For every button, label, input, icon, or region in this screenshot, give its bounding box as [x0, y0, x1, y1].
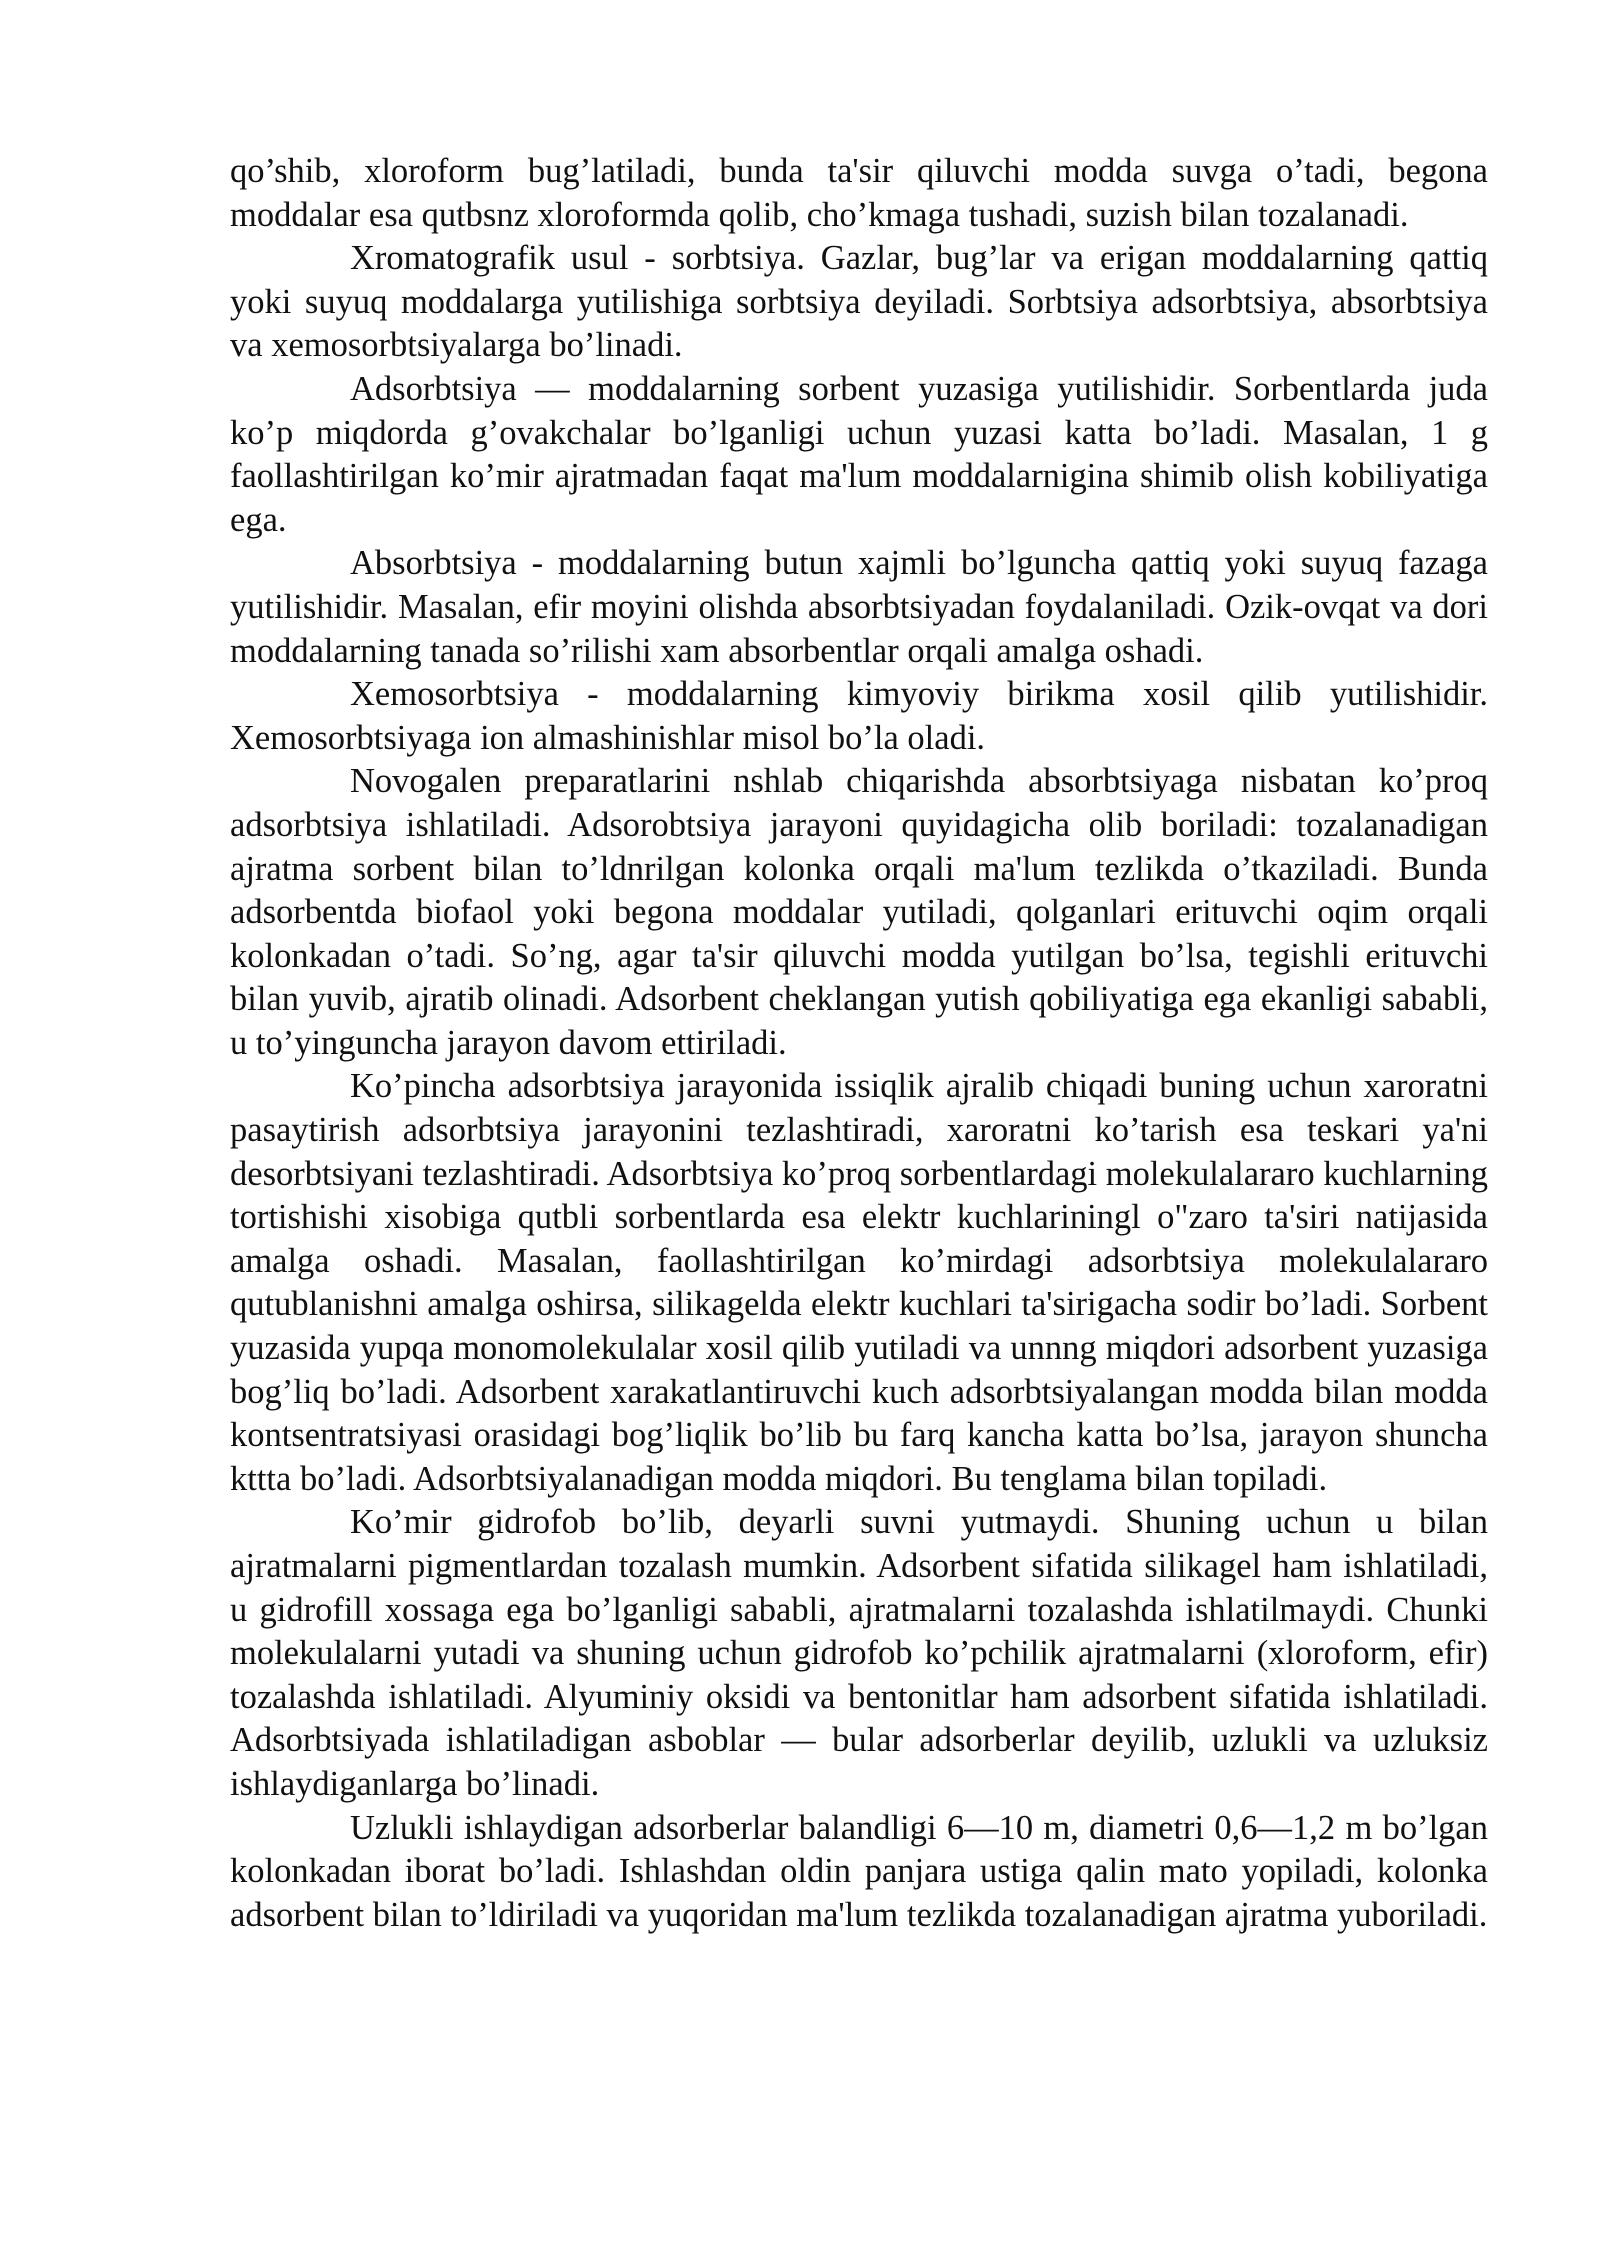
paragraph-5: Xemosorbtsiya - moddalarning kimyoviy birikma xosil qilib yutilishidir. Xemosorbtsiyaga ion almashinishlar misol bo’la oladi.	[230, 675, 1488, 757]
paragraph-6: Novogalen preparatlarini nshlab chiqarishda absorbtsiyaga nisbatan ko’proq adsorbtsiya ishlatiladi. Adsorobtsiya jarayoni quyidagicha olib boriladi: tozalanadigan ajratma sorbent bilan to’ldnrilgan kolonka orqali ma'lum tezlikda o’tkaziladi. Bunda adsorbentda biofaol yoki begona moddalar yutiladi, qolganlari erituvchi oqim orqali kolonkadan o’tadi. So’ng, agar ta'sir qiluvchi modda yutilgan bo’lsa, tegishli erituvchi bilan yuvib, ajratib olinadi. Adsorbent cheklangan yutish qobiliyatiga ega ekanligi sababli, u to’yinguncha jarayon davom ettiriladi.	[230, 762, 1488, 1062]
paragraph-7: Ko’pincha adsorbtsiya jarayonida issiqlik ajralib chiqadi buning uchun xaroratni pasaytirish adsorbtsiya jarayonini tezlashtiradi, xaroratni ko’tarish esa teskari ya'ni desorbtsiyani tezlashtiradi. Adsorbtsiya ko’proq sorbentlardagi molekulalararo kuchlarning tortishishi xisobiga qutbli sorbentlarda esa elektr kuchlariningl o"zaro ta'siri natijasida amalga oshadi. Masalan, faollashtirilgan ko’mirdagi adsorbtsiya molekulalararo qutublanishni amalga oshirsa, silikagelda elektr kuchlari ta'sirigacha sodir bo’ladi. Sorbent yuzasida yupqa monomolekulalar xosil qilib yutiladi va unnng miqdori adsorbent yuzasiga bog’liq bo’ladi. Adsorbent xarakatlantiruvchi kuch adsorbtsiyalangan modda bilan modda kontsentratsiyasi orasidagi bog’liqlik bo’lib bu farq kancha katta bo’lsa, jarayon shuncha kttta bo’ladi. Adsorbtsiyalanadigan modda miqdori. Bu tenglama bilan topiladi.	[230, 1067, 1488, 1498]
paragraph-2: Xromatografik usul - sorbtsiya. Gazlar, bug’lar va erigan moddalarning qattiq yoki suyuq moddalarga yutilishiga sorbtsiya deyiladi. Sorbtsiya adsorbtsiya, absorbtsiya va xemosorbtsiyalarga bo’linadi.	[230, 239, 1488, 365]
paragraph-8: Ko’mir gidrofob bo’lib, deyarli suvni yutmaydi. Shuning uchun u bilan ajratmalarni pigmentlardan tozalash mumkin. Adsorbent sifatida silikagel ham ishlatiladi, u gidrofill xossaga ega bo’lganligi sababli, ajratmalarni tozalashda ishlatilmaydi. Chunki molekulalarni yutadi va shuning uchun gidrofob ko’pchilik ajratmalarni (xloroform, efir) tozalashda ishlatiladi. Alyuminiy oksidi va bentonitlar ham adsorbent sifatida ishlatiladi. Adsorbtsiyada ishlatiladigan asboblar — bular adsorberlar deyilib, uzlukli va uzluksiz ishlaydiganlarga bo’linadi.	[230, 1503, 1488, 1803]
paragraph-4: Absorbtsiya - moddalarning butun xajmli bo’lguncha qattiq yoki suyuq fazaga yutilishidir. Masalan, efir moyini olishda absorbtsiyadan foydalaniladi. Ozik-ovqat va dori moddalarning tanada so’rilishi xam absorbentlar orqali amalga oshadi.	[230, 544, 1488, 670]
paragraph-3: Adsorbtsiya — moddalarning sorbent yuzasiga yutilishidir. Sorbentlarda juda ko’p miqdorda g’ovakchalar bo’lganligi uchun yuzasi katta bo’ladi. Masalan, 1 g faollashtirilgan ko’mir ajratmadan faqat ma'lum moddalarnigina shimib olish kobiliyatiga ega.	[230, 369, 1488, 539]
body-text	[230, 150, 1488, 1937]
paragraph-9: Uzlukli ishlaydigan adsorberlar balandligi 6—10 m, diametri 0,6—1,2 m bo’lgan kolonkadan iborat bo’ladi. Ishlashdan oldin panjara ustiga qalin mato yopiladi, kolonka adsorbent bilan to’ldiriladi va yuqoridan ma'lum tezlikda tozalanadigan ajratma yuboriladi.	[230, 1808, 1488, 1934]
paragraph-1: qo’shib, xloroform bug’latiladi, bunda ta'sir qiluvchi modda suvga o’tadi, begona moddalar esa qutbsnz xloroformda qolib, cho’kmaga tushadi, suzish bilan tozalanadi.	[230, 152, 1488, 234]
